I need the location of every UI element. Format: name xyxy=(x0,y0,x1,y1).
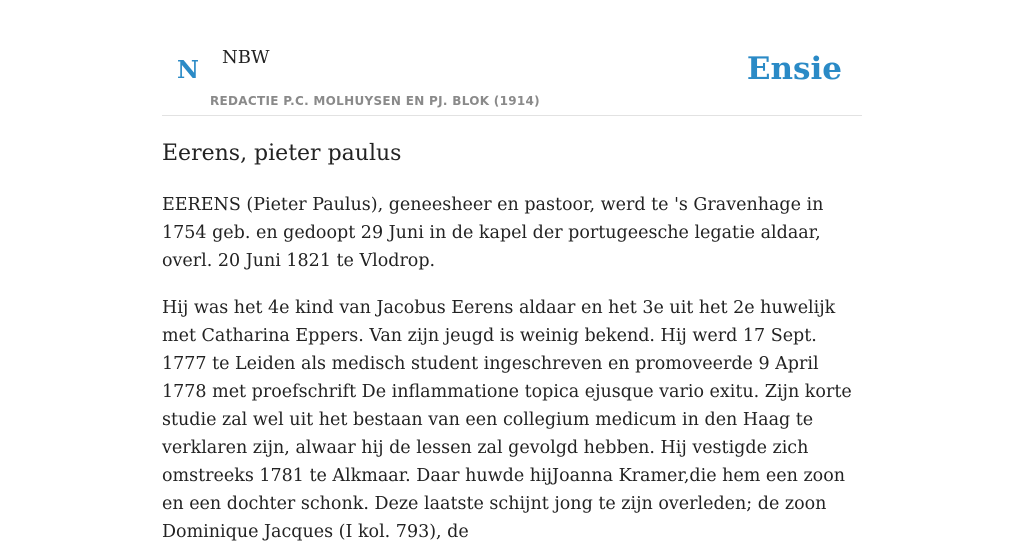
article xyxy=(162,138,864,546)
article-paragraph: EERENS (Pieter Paulus), geneesheer en pastoor, werd te 's Gravenhage in 1754 geb. en gedoopt 29 Juni in de kapel der portugeesche legatie aldaar, overl. 20 Juni 1821 te Vlodrop. xyxy=(162,195,824,271)
source-name[interactable]: NBW xyxy=(222,47,270,68)
brand-logo[interactable]: Ensie xyxy=(746,51,842,87)
site-header xyxy=(162,0,862,116)
source-subtitle: REDACTIE P.C. MOLHUYSEN EN PJ. BLOK (1914) xyxy=(210,94,540,108)
article-paragraph: Hij was het 4e kind van Jacobus Eerens aldaar en het 3e uit het 2e huwelijk met Catharina Eppers. Van zijn jeugd is weinig bekend. Hij werd 17 Sept. 1777 te Leiden als medisch student ingeschreven en promoveerde 9 April 1778 met proefschrift De inflammatione topica ejusque vario exitu. Zijn korte studie zal wel uit het bestaan van een collegium medicum in den Haag te verklaren zijn, alwaar hij de lessen zal gevolgd hebben. Hij vestigde zich omstreeks 1781 te Alkmaar. Daar huwde hijJoanna Kramer,die hem een zoon en een dochter schonk. Deze laatste schijnt jong te zijn overleden; de zoon Dominique Jacques (I kol. 793), de xyxy=(162,298,852,542)
article-title: Eerens, pieter paulus xyxy=(162,141,402,166)
source-logo-icon[interactable]: N xyxy=(177,55,199,84)
